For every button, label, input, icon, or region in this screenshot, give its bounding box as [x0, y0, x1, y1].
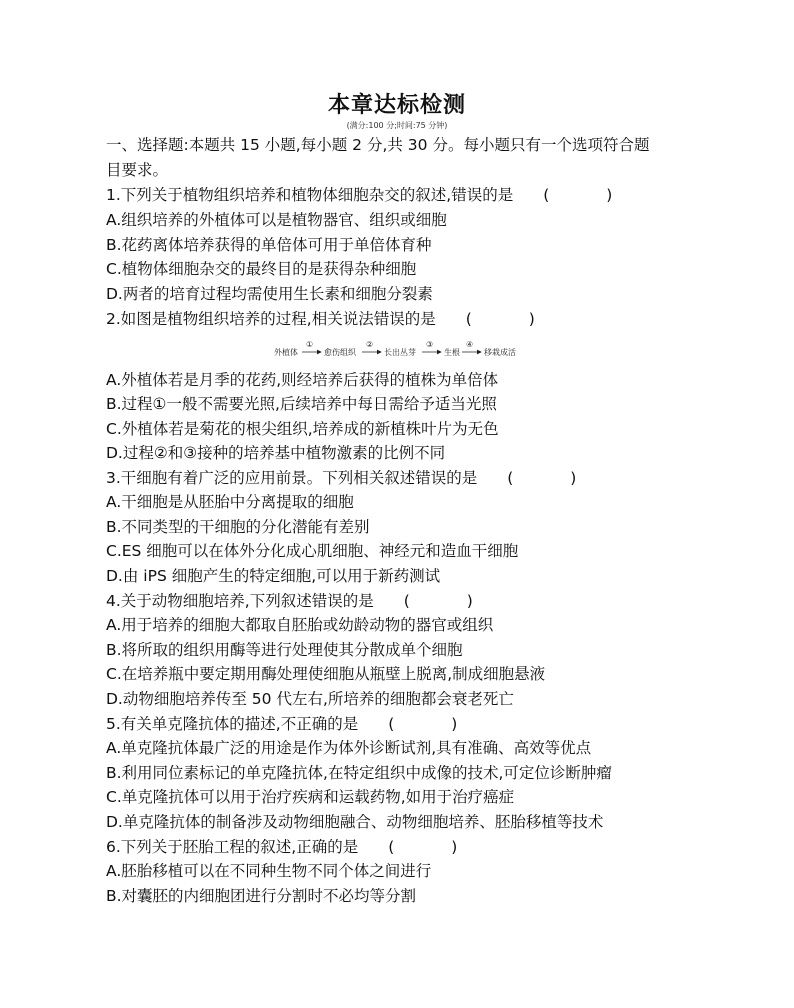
question-2-option-c: C.外植体若是菊花的根尖组织,培养成的新植株叶片为无色 — [106, 420, 499, 438]
flow-node-callus: 愈伤组织 — [324, 348, 356, 357]
question-5-option-c: C.单克隆抗体可以用于治疗疾病和运载药物,如用于治疗癌症 — [106, 788, 515, 806]
flow-step-4: ④ — [466, 340, 474, 349]
flow-node-shoots: 长出丛芽 — [384, 348, 416, 357]
question-1-option-c: C.植物体细胞杂交的最终目的是获得杂种细胞 — [106, 260, 417, 278]
question-2-option-a: A.外植体若是月季的花药,则经培养后获得的植株为单倍体 — [106, 371, 499, 389]
question-2-option-d: D.过程②和③接种的培养基中植物激素的比例不同 — [106, 444, 446, 462]
question-3-option-a: A.干细胞是从胚胎中分离提取的细胞 — [106, 493, 354, 511]
question-3-option-d: D.由 iPS 细胞产生的特定细胞,可以用于新药测试 — [106, 567, 441, 585]
flow-node-transplant: 移栽成活 — [484, 348, 516, 357]
question-3-stem: 3.干细胞有着广泛的应用前景。下列相关叙述错误的是 ( ) — [106, 469, 603, 487]
answer-blank: ( ) — [465, 310, 561, 328]
question-1-option-a: A.组织培养的外植体可以是植物器官、组织或细胞 — [106, 211, 447, 229]
flow-step-3: ③ — [426, 340, 434, 349]
question-3-option-b: B.不同类型的干细胞的分化潜能有差别 — [106, 518, 370, 536]
question-1-stem: 1.下列关于植物组织培养和植物体细胞杂交的叙述,错误的是 ( ) — [106, 186, 639, 204]
question-6-option-a: A.胚胎移植可以在不同种生物不同个体之间进行 — [106, 862, 432, 880]
question-5-option-d: D.单克隆抗体的制备涉及动物细胞融合、动物细胞培养、胚胎移植等技术 — [106, 813, 604, 831]
section-heading-line2: 目要求。 — [106, 161, 169, 179]
tissue-culture-flow-diagram — [106, 338, 688, 364]
answer-blank: ( ) — [388, 715, 484, 733]
flow-node-explant: 外植体 — [274, 348, 298, 357]
flow-diagram-svg — [106, 338, 688, 364]
question-4-option-c: C.在培养瓶中要定期用酶处理使细胞从瓶壁上脱离,制成细胞悬液 — [106, 665, 546, 683]
page-title: 本章达标检测 — [327, 93, 466, 118]
question-2-stem: 2.如图是植物组织培养的过程,相关说法错误的是 ( ) — [106, 310, 561, 328]
answer-blank: ( ) — [388, 838, 484, 856]
question-4-option-d: D.动物细胞培养传至 50 代左右,所培养的细胞都会衰老死亡 — [106, 690, 514, 708]
answer-blank: ( ) — [403, 592, 499, 610]
question-4-option-b: B.将所取的组织用酶等进行处理使其分散成单个细胞 — [106, 641, 463, 659]
flow-node-rooting: 生根 — [444, 348, 460, 357]
question-5-stem: 5.有关单克隆抗体的描述,不正确的是 ( ) — [106, 715, 484, 733]
flow-step-1: ① — [306, 340, 314, 349]
question-5-option-a: A.单克隆抗体最广泛的用途是作为体外诊断试剂,具有准确、高效等优点 — [106, 739, 592, 757]
question-3-option-c: C.ES 细胞可以在体外分化成心肌细胞、神经元和造血干细胞 — [106, 542, 519, 560]
question-1-option-b: B.花药离体培养获得的单倍体可用于单倍体育种 — [106, 236, 432, 254]
question-5-option-b: B.利用同位素标记的单克隆抗体,在特定组织中成像的技术,可定位诊断肿瘤 — [106, 764, 612, 782]
score-time-note: (满分:100 分;时间:75 分钟) — [346, 121, 448, 130]
question-6-stem: 6.下列关于胚胎工程的叙述,正确的是 ( ) — [106, 838, 484, 856]
question-1-option-d: D.两者的培育过程均需使用生长素和细胞分裂素 — [106, 285, 433, 303]
answer-blank: ( ) — [543, 186, 639, 204]
question-2-option-b: B.过程①一般不需要光照,后续培养中每日需给予适当光照 — [106, 395, 497, 413]
question-4-option-a: A.用于培养的细胞大都取自胚胎或幼龄动物的器官或组织 — [106, 616, 494, 634]
question-6-option-b: B.对囊胚的内细胞团进行分割时不必均等分割 — [106, 887, 417, 905]
question-4-stem: 4.关于动物细胞培养,下列叙述错误的是 ( ) — [106, 592, 499, 610]
flow-step-2: ② — [366, 340, 374, 349]
answer-blank: ( ) — [507, 469, 603, 487]
section-heading-line1: 一、选择题:本题共 15 小题,每小题 2 分,共 30 分。每小题只有一个选项符合题 — [106, 136, 650, 154]
